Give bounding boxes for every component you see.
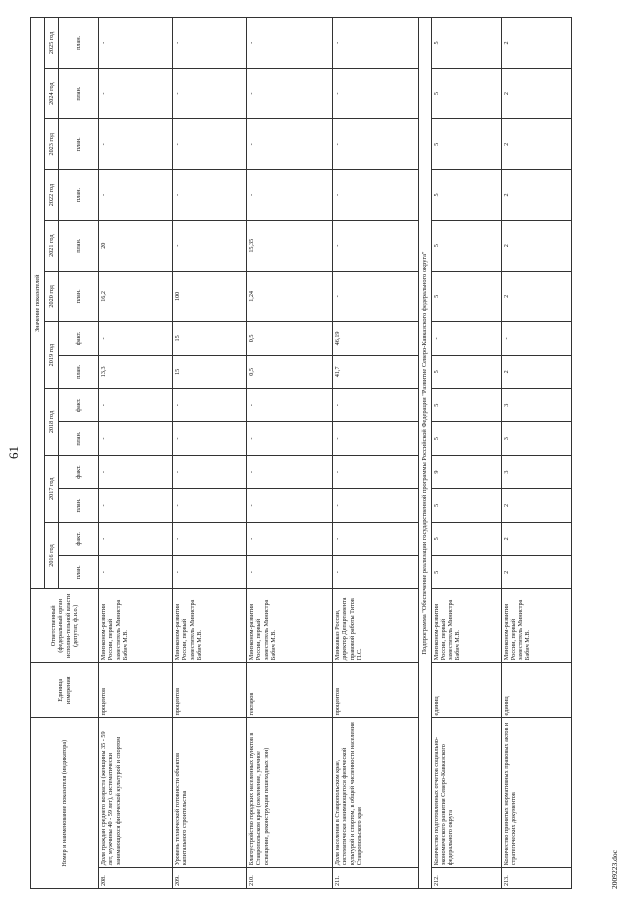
value-cell: 5 bbox=[431, 422, 501, 455]
value-cell: 9 bbox=[431, 455, 501, 488]
responsible-cell: Минэконом-развития России, первый заместитель Министра Бабич М.В. bbox=[247, 589, 333, 663]
subprogram-title: Подпрограмма "Обеспечение реализации государственной программы Российской Федерации "Развитие Северо-Кавказского федерального округа" bbox=[419, 18, 432, 889]
responsible-cell: Минэконом-развития России, первый заместитель Министра Бабич М.В. bbox=[501, 589, 571, 663]
value-cell: 2 bbox=[501, 68, 571, 119]
value-cell: - bbox=[247, 389, 333, 422]
value-cell: - bbox=[333, 68, 419, 119]
value-cell: - bbox=[99, 489, 173, 522]
value-cell: - bbox=[173, 522, 247, 555]
value-cell: 5 bbox=[431, 389, 501, 422]
value-cell: 16,2 bbox=[99, 271, 173, 322]
value-cell: - bbox=[333, 489, 419, 522]
value-cell: - bbox=[99, 422, 173, 455]
value-cell: 5 bbox=[431, 119, 501, 170]
indicator-header: Номер и наименование показателя (индикатора) bbox=[31, 718, 99, 889]
value-cell: - bbox=[173, 556, 247, 589]
value-cell: - bbox=[99, 170, 173, 221]
value-cell: - bbox=[501, 322, 571, 355]
unit-cell: единиц bbox=[501, 663, 571, 718]
value-cell: 5 bbox=[431, 556, 501, 589]
value-cell: 3 bbox=[501, 455, 571, 488]
plan-subheader: план. bbox=[59, 422, 99, 455]
unit-cell: процентов bbox=[173, 663, 247, 718]
value-cell: - bbox=[333, 455, 419, 488]
value-cell: - bbox=[173, 489, 247, 522]
year-header: 2017 год bbox=[45, 455, 59, 522]
value-cell: 0,5 bbox=[247, 322, 333, 355]
value-cell: - bbox=[247, 170, 333, 221]
value-cell: 3 bbox=[501, 389, 571, 422]
responsible-cell: Минкавказ России, директор Департамента правовой работы Титов П.С. bbox=[333, 589, 419, 663]
value-cell: - bbox=[99, 322, 173, 355]
year-header: 2024 год bbox=[45, 68, 59, 119]
responsible-header: Ответственный (федеральный орган исполни-тельной власти (депутат, ф.и.о.) bbox=[31, 589, 99, 663]
value-cell: 1,24 bbox=[247, 271, 333, 322]
plan-subheader: план. bbox=[59, 170, 99, 221]
value-cell: - bbox=[247, 119, 333, 170]
value-cell: 2 bbox=[501, 522, 571, 555]
value-cell: 5 bbox=[431, 68, 501, 119]
value-cell: - bbox=[247, 422, 333, 455]
year-header: 2022 год bbox=[45, 170, 59, 221]
indicator-name: Благоустройство городских населенных пунктов в Ставропольском крае (озеленение, уличное освещение, реконструкция пешеходных зон) bbox=[247, 718, 333, 868]
year-header: 2021 год bbox=[45, 220, 59, 271]
indicator-name: Уровень технической готовности объектов капитального строительства bbox=[173, 718, 247, 868]
value-cell: 20 bbox=[99, 220, 173, 271]
indicator-name: Доля граждан среднего возраста (женщины 35 - 59 лет, мужчины 40 - 59 лет), систематически занимающихся физической культурой и спортом bbox=[99, 718, 173, 868]
value-cell: - bbox=[99, 119, 173, 170]
value-cell: - bbox=[173, 18, 247, 69]
value-cell: 15 bbox=[173, 322, 247, 355]
row-number: 208. bbox=[99, 868, 173, 889]
file-name-footer: 2009223.doc bbox=[610, 850, 619, 889]
value-cell: - bbox=[99, 389, 173, 422]
value-cell: - bbox=[333, 556, 419, 589]
year-header: 2025 год bbox=[45, 18, 59, 69]
value-cell: - bbox=[247, 68, 333, 119]
fact-subheader: факт. bbox=[59, 455, 99, 488]
table-row bbox=[431, 18, 501, 889]
value-cell: 15 bbox=[173, 355, 247, 388]
responsible-cell: Минэконом-развития России, первый заместитель Министра Бабич М.В. bbox=[173, 589, 247, 663]
plan-subheader: план. bbox=[59, 18, 99, 69]
row-number: 210. bbox=[247, 868, 333, 889]
value-cell: - bbox=[333, 422, 419, 455]
year-header: 2018 год bbox=[45, 389, 59, 456]
value-cell: - bbox=[247, 522, 333, 555]
row-number: 211. bbox=[333, 868, 419, 889]
responsible-cell: Минэконом-развития России, первый заместитель Министра Бабич М.В. bbox=[99, 589, 173, 663]
row-number: 209. bbox=[173, 868, 247, 889]
indicator-name: Количество принятых нормативных правовых актов и стратегических документов bbox=[501, 718, 571, 868]
year-header: 2023 год bbox=[45, 119, 59, 170]
value-cell: - bbox=[173, 170, 247, 221]
indicator-name: Количество подготовленных отчетов социально-экономического развития Северо-Кавказского федерального округа bbox=[431, 718, 501, 868]
plan-subheader: план. bbox=[59, 68, 99, 119]
value-cell: 2 bbox=[501, 355, 571, 388]
value-cell: - bbox=[333, 18, 419, 69]
value-cell: - bbox=[173, 422, 247, 455]
page-number: 61 bbox=[6, 446, 21, 459]
value-cell: 5 bbox=[431, 18, 501, 69]
value-cell: 5 bbox=[431, 271, 501, 322]
value-cell: 5 bbox=[431, 220, 501, 271]
value-cell: - bbox=[99, 522, 173, 555]
unit-cell: гектаров bbox=[247, 663, 333, 718]
value-cell: 13,3 bbox=[99, 355, 173, 388]
value-cell: 2 bbox=[501, 220, 571, 271]
value-cell: - bbox=[99, 68, 173, 119]
value-cell: 5 bbox=[431, 355, 501, 388]
plan-subheader: план. bbox=[59, 489, 99, 522]
value-cell: - bbox=[333, 522, 419, 555]
value-cell: - bbox=[173, 389, 247, 422]
value-cell: - bbox=[247, 556, 333, 589]
value-cell: 2 bbox=[501, 489, 571, 522]
table-row bbox=[99, 18, 173, 889]
indicator-name: Доля населения в Ставропольском крае, систематически занимающегося физической культурой и спортом, в общей численности населения Ставропольского края bbox=[333, 718, 419, 868]
plan-subheader: план. bbox=[59, 556, 99, 589]
value-cell: - bbox=[247, 455, 333, 488]
value-cell: 2 bbox=[501, 18, 571, 69]
value-cell: 2 bbox=[501, 556, 571, 589]
plan-subheader: план. bbox=[59, 220, 99, 271]
value-cell: 5 bbox=[431, 489, 501, 522]
value-cell: 2 bbox=[501, 271, 571, 322]
unit-cell: процентов bbox=[99, 663, 173, 718]
value-cell: 3 bbox=[501, 422, 571, 455]
value-cell: - bbox=[247, 489, 333, 522]
table-row bbox=[173, 18, 247, 889]
year-header: 2020 год bbox=[45, 271, 59, 322]
values-group-header: Значение показателей bbox=[31, 18, 45, 589]
value-cell: - bbox=[99, 455, 173, 488]
value-cell: 0,5 bbox=[247, 355, 333, 388]
plan-subheader: план. bbox=[59, 119, 99, 170]
value-cell: - bbox=[333, 119, 419, 170]
value-cell: - bbox=[173, 68, 247, 119]
value-cell: - bbox=[173, 220, 247, 271]
value-cell: 100 bbox=[173, 271, 247, 322]
table-row bbox=[333, 18, 419, 889]
value-cell: - bbox=[173, 455, 247, 488]
value-cell: - bbox=[333, 389, 419, 422]
value-cell: - bbox=[173, 119, 247, 170]
value-cell: - bbox=[431, 322, 501, 355]
value-cell: - bbox=[99, 18, 173, 69]
row-number: 213. bbox=[501, 868, 571, 889]
unit-cell: процентов bbox=[333, 663, 419, 718]
value-cell: 41,7 bbox=[333, 355, 419, 388]
unit-cell: единиц bbox=[431, 663, 501, 718]
table-row bbox=[501, 18, 571, 889]
value-cell: 2 bbox=[501, 119, 571, 170]
plan-subheader: план. bbox=[59, 271, 99, 322]
year-header: 2019 год bbox=[45, 322, 59, 389]
value-cell: - bbox=[333, 271, 419, 322]
indicators-table bbox=[30, 17, 572, 889]
responsible-cell: Минэконом-развития России, первый заместитель Министра Бабич М.В. bbox=[431, 589, 501, 663]
row-number: 212. bbox=[431, 868, 501, 889]
value-cell: 15,35 bbox=[247, 220, 333, 271]
table-row bbox=[247, 18, 333, 889]
year-header: 2016 год bbox=[45, 522, 59, 589]
value-cell: 46,19 bbox=[333, 322, 419, 355]
value-cell: - bbox=[333, 220, 419, 271]
unit-header: Единица измерения bbox=[31, 663, 99, 718]
value-cell: - bbox=[247, 18, 333, 69]
value-cell: 5 bbox=[431, 170, 501, 221]
value-cell: - bbox=[333, 170, 419, 221]
fact-subheader: факт. bbox=[59, 522, 99, 555]
value-cell: 5 bbox=[431, 522, 501, 555]
fact-subheader: факт. bbox=[59, 322, 99, 355]
value-cell: 2 bbox=[501, 170, 571, 221]
value-cell: - bbox=[99, 556, 173, 589]
fact-subheader: факт. bbox=[59, 389, 99, 422]
plan-subheader: план. bbox=[59, 355, 99, 388]
